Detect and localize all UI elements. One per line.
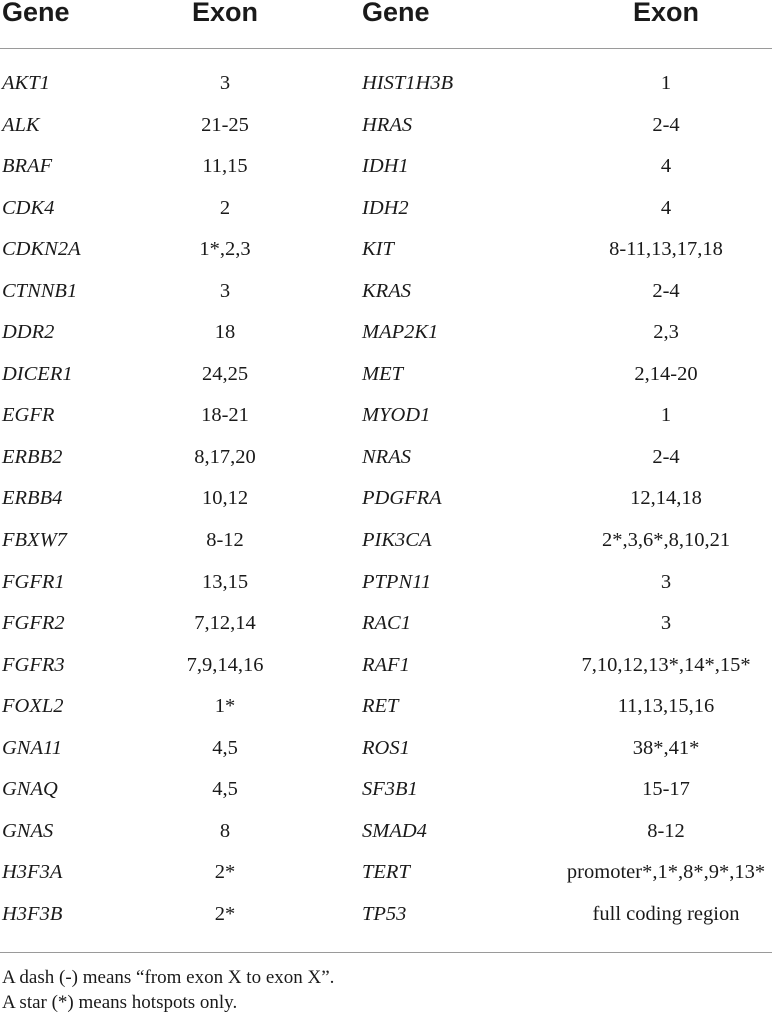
gene-right-cell: PIK3CA: [362, 529, 432, 552]
exon-left-cell: 10,12: [201, 487, 249, 510]
exon-left-cell: 2*: [214, 861, 236, 884]
table-row: [0, 520, 772, 562]
gene-right-cell: SF3B1: [362, 778, 418, 801]
table-row: [0, 437, 772, 479]
exon-left-cell: 11,15: [202, 155, 248, 178]
gene-left-cell: FOXL2: [2, 695, 64, 718]
gene-left-cell: DDR2: [2, 321, 55, 344]
gene-right-cell: RAC1: [362, 612, 411, 635]
table-row: [0, 603, 772, 645]
gene-right-cell: PTPN11: [362, 570, 432, 593]
gene-right-cell: NRAS: [362, 445, 411, 468]
gene-right-cell: TERT: [362, 861, 410, 884]
exon-right-cell: promoter*,1*,8*,9*,13*: [566, 861, 766, 884]
gene-left-cell: CDK4: [2, 196, 55, 219]
gene-right-cell: RET: [362, 695, 399, 718]
gene-left-cell: GNAS: [2, 819, 54, 842]
gene-left-cell: EGFR: [2, 404, 55, 427]
footnote-dash: A dash (-) means “from exon X to exon X”.: [2, 967, 335, 988]
table-body: [0, 63, 772, 935]
gene-left-cell: FGFR2: [2, 612, 65, 635]
exon-right-cell: 2-4: [652, 113, 680, 136]
exon-left-cell: 8-12: [206, 529, 244, 552]
header-exon-right: Exon: [632, 0, 700, 27]
gene-left-cell: BRAF: [2, 155, 53, 178]
table-row: [0, 395, 772, 437]
header-rule: [0, 48, 772, 49]
exon-left-cell: 7,12,14: [194, 612, 256, 635]
exon-right-cell: 7,10,12,13*,14*,15*: [581, 653, 751, 676]
exon-left-cell: 2: [219, 196, 231, 219]
gene-left-cell: CDKN2A: [2, 238, 81, 261]
exon-left-cell: 18-21: [201, 404, 249, 427]
table-row: [0, 728, 772, 770]
gene-left-cell: H3F3B: [2, 902, 63, 925]
exon-right-cell: full coding region: [592, 902, 740, 925]
table-row: [0, 852, 772, 894]
table-row: [0, 146, 772, 188]
table-row: [0, 894, 772, 936]
gene-right-cell: KRAS: [362, 279, 411, 302]
exon-right-cell: 1: [660, 72, 672, 94]
table-row: [0, 271, 772, 313]
gene-left-cell: FGFR1: [2, 570, 65, 593]
exon-right-cell: 2-4: [652, 279, 680, 302]
table-row: [0, 478, 772, 520]
exon-right-cell: 8-11,13,17,18: [609, 238, 723, 261]
exon-right-cell: 2-4: [652, 445, 680, 468]
gene-right-cell: PDGFRA: [362, 487, 442, 510]
exon-left-cell: 1*,2,3: [199, 238, 251, 261]
exon-left-cell: 8,17,20: [194, 445, 256, 468]
exon-right-cell: 3: [660, 612, 672, 635]
bottom-rule: [0, 952, 772, 953]
gene-left-cell: GNA11: [2, 736, 62, 759]
gene-right-cell: ROS1: [362, 736, 410, 759]
exon-right-cell: 1: [660, 404, 672, 427]
gene-left-cell: ALK: [2, 113, 40, 136]
gene-right-cell: MET: [362, 362, 403, 385]
gene-left-cell: GNAQ: [2, 778, 58, 801]
exon-left-cell: 13,15: [201, 570, 249, 593]
exon-left-cell: 4,5: [212, 736, 238, 759]
table-row: [0, 229, 772, 271]
exon-right-cell: 2,3: [653, 321, 679, 344]
exon-left-cell: 3: [219, 279, 231, 302]
exon-right-cell: 8-12: [647, 819, 685, 842]
table-row: [0, 188, 772, 230]
table-row: [0, 811, 772, 853]
header-gene-right: Gene: [362, 0, 430, 27]
gene-left-cell: AKT1: [2, 72, 50, 94]
gene-left-cell: H3F3A: [2, 861, 63, 884]
exon-left-cell: 4,5: [212, 778, 238, 801]
exon-left-cell: 3: [219, 72, 231, 94]
table-row: [0, 686, 772, 728]
header-gene: Gene: [2, 0, 70, 27]
table-row: [0, 645, 772, 687]
exon-right-cell: 12,14,18: [630, 487, 702, 510]
gene-left-cell: FGFR3: [2, 653, 65, 676]
gene-left-cell: ERBB4: [2, 487, 63, 510]
gene-right-cell: HIST1H3B: [362, 72, 454, 94]
exon-right-cell: 3: [660, 570, 672, 593]
table-row: [0, 354, 772, 396]
exon-left-cell: 8: [219, 819, 231, 842]
exon-right-cell: 11,13,15,16: [617, 695, 715, 718]
gene-left-cell: DICER1: [2, 362, 73, 385]
exon-left-cell: 7,9,14,16: [186, 653, 264, 676]
exon-left-cell: 18: [214, 321, 236, 344]
footnote-star: A star (*) means hotspots only.: [2, 992, 238, 1013]
gene-left-cell: CTNNB1: [2, 279, 78, 302]
table-row: [0, 63, 772, 105]
gene-right-cell: RAF1: [362, 653, 410, 676]
exon-left-cell: 24,25: [201, 362, 249, 385]
exon-left-cell: 21-25: [201, 113, 249, 136]
gene-left-cell: ERBB2: [2, 445, 63, 468]
gene-right-cell: TP53: [362, 902, 407, 925]
gene-right-cell: MAP2K1: [362, 321, 439, 344]
exon-left-cell: 2*: [214, 902, 236, 925]
table-row: [0, 562, 772, 604]
gene-right-cell: IDH2: [362, 196, 409, 219]
gene-right-cell: IDH1: [362, 155, 409, 178]
table-row: [0, 105, 772, 147]
gene-right-cell: HRAS: [362, 113, 413, 136]
header-exon: Exon: [191, 0, 259, 27]
exon-right-cell: 2*,3,6*,8,10,21: [601, 529, 731, 552]
exon-right-cell: 4: [660, 196, 672, 219]
table-header: [0, 0, 772, 48]
gene-left-cell: FBXW7: [2, 529, 67, 552]
table-row: [0, 769, 772, 811]
exon-right-cell: 38*,41*: [632, 736, 700, 759]
exon-right-cell: 2,14-20: [634, 362, 698, 385]
exon-right-cell: 4: [660, 155, 672, 178]
exon-left-cell: 1*: [214, 695, 236, 718]
gene-right-cell: MYOD1: [362, 404, 431, 427]
table-row: [0, 312, 772, 354]
gene-right-cell: KIT: [362, 238, 394, 261]
exon-right-cell: 15-17: [642, 778, 690, 801]
gene-right-cell: SMAD4: [362, 819, 427, 842]
